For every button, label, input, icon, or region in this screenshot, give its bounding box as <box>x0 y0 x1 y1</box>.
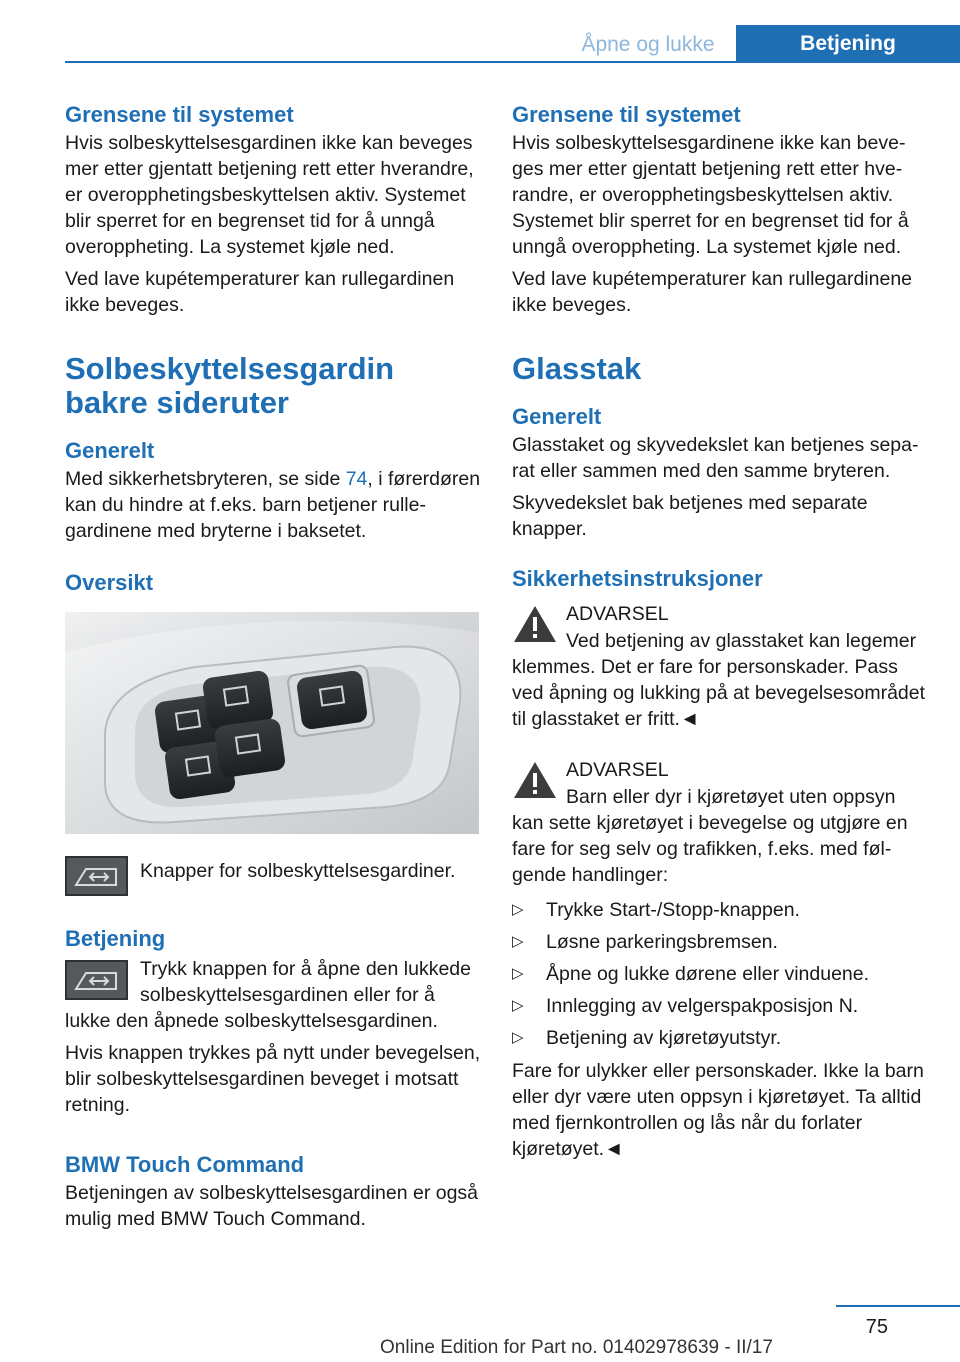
header-section-title: Åpne og lukke <box>581 33 715 56</box>
warning-block-2 <box>512 756 930 888</box>
header-chapter-tab: Betjening <box>736 25 960 63</box>
paragraph-system-limits-right: Hvis solbeskyttelsesgardinene ikke kan beveges mer etter gjentatt betjening rett etter hverandre, er overopphetingsbeskyttelsen aktiv. Systemet blir sperret for en begrenset tid for å unngå overoppheting. La systemet kjøle ned. <box>512 132 909 258</box>
heading-glass-roof: Glasstak <box>512 351 642 386</box>
warning-triangle-icon <box>512 760 558 800</box>
list-item: ▷ Innlegging av velgerspakposisjon N. <box>512 990 930 1022</box>
footer-rule <box>836 1305 960 1307</box>
heading-general-right: Generelt <box>512 404 602 429</box>
paragraph-operation-repeat: Hvis knappen trykkes på nytt under bevegelsen, blir solbeskyttelsesgardinen beveget i motsatt retning. <box>65 1042 481 1116</box>
warning-triangle-icon <box>512 604 558 644</box>
icon-caption-text: Knapper for solbeskyttelsesgardiner. <box>140 860 456 882</box>
paragraph-low-temp-right: Ved lave kupétemperaturer kan rullegardinene ikke beveges. <box>512 268 913 316</box>
door-switch-photo <box>65 612 479 834</box>
warning-title-2: ADVARSEL <box>566 759 669 781</box>
heading-safety: Sikkerhetsinstruksjoner <box>512 566 763 591</box>
warning-text-2: Barn eller dyr i kjøretøyet uten oppsyn kan sette kjøretøyet i bevegelse og utgjøre en fare for seg selv og trafikken, f.eks. med følgende handlinger: <box>512 786 908 886</box>
page-number: 75 <box>865 1316 888 1338</box>
heading-touch-command: BMW Touch Command <box>65 1152 305 1177</box>
heading-general: Generelt <box>65 438 155 463</box>
sunshade-icon <box>65 856 128 896</box>
page-link[interactable]: 74 <box>345 468 368 490</box>
paragraph-general <box>65 466 483 544</box>
edition-text: Online Edition for Part no. 01402978639 - II/17 <box>380 1337 773 1358</box>
warning-text-1: Ved betjening av glasstaket kan legemer klemmes. Det er fare for personskader. Pass ved åpning og lukking på at bevegelsesområdet til glasstaket er fritt.◄ <box>512 630 926 730</box>
operation-block <box>65 956 483 1034</box>
list-item: ▷ Løsne parkeringsbremsen. <box>512 926 930 958</box>
paragraph-operation: Trykk knappen for å åpne den lukkede solbeskyttelsesgardinen eller for å lukke den åpnede solbeskyttelsesgardinen. <box>65 958 471 1032</box>
right-column <box>512 100 930 1162</box>
heading-rear-sunshade: Solbeskyttelsesgardin bakre sideruter <box>65 351 395 420</box>
sunshade-icon <box>65 960 128 1000</box>
general-text-a: Med sikkerhetsbryteren, se side <box>65 468 346 490</box>
paragraph-general-right: Glasstaket og skyvedekslet kan betjenes separat eller sammen med den samme bryteren. <box>512 434 919 482</box>
heading-system-limits-right: Grensene til systemet <box>512 102 741 127</box>
warning-block-1 <box>512 600 930 732</box>
list-item: ▷ Betjening av kjøretøyutstyr. <box>512 1022 930 1054</box>
action-list <box>512 894 930 1054</box>
warning-title-1: ADVARSEL <box>566 603 669 625</box>
icon-caption-row <box>65 856 483 896</box>
left-column <box>65 100 483 1232</box>
paragraph-accident-risk: Fare for ulykker eller personskader. Ikke la barn eller dyr være uten oppsyn i kjøretøyet. Ta alltid med fjernkontrollen og lås når du forlater kjøretøyet.◄ <box>512 1060 924 1160</box>
heading-overview: Oversikt <box>65 570 154 595</box>
paragraph-low-temp: Ved lave kupétemperaturer kan rullegardinen ikke beveges. <box>65 268 455 316</box>
general-text-b: , i førerdøren kan du hindre at f.eks. barn betjener rullegardinene med bryterne i baksetet. <box>65 468 481 542</box>
paragraph-touch-command: Betjeningen av solbeskyttelsesgardinen er også mulig med BMW Touch Command. <box>65 1182 479 1230</box>
list-item: ▷ Trykke Start-/Stopp-knappen. <box>512 894 930 926</box>
paragraph-sliding-cover: Skyvedekslet bak betjenes med separate knapper. <box>512 492 868 540</box>
heading-operation: Betjening <box>65 926 166 951</box>
door-switch-illustration <box>65 612 479 834</box>
list-item: ▷ Åpne og lukke dørene eller vinduene. <box>512 958 930 990</box>
heading-system-limits: Grensene til systemet <box>65 102 294 127</box>
header-rule <box>65 61 960 63</box>
paragraph-system-limits: Hvis solbeskyttelsesgardinen ikke kan beveges mer etter gjentatt betjening rett etter hverandre, er overopphetingsbeskyttelsen aktiv. Systemet blir sperret for en begrenset tid for å unngå overoppheting. La systemet kjøle ned. <box>65 132 474 258</box>
